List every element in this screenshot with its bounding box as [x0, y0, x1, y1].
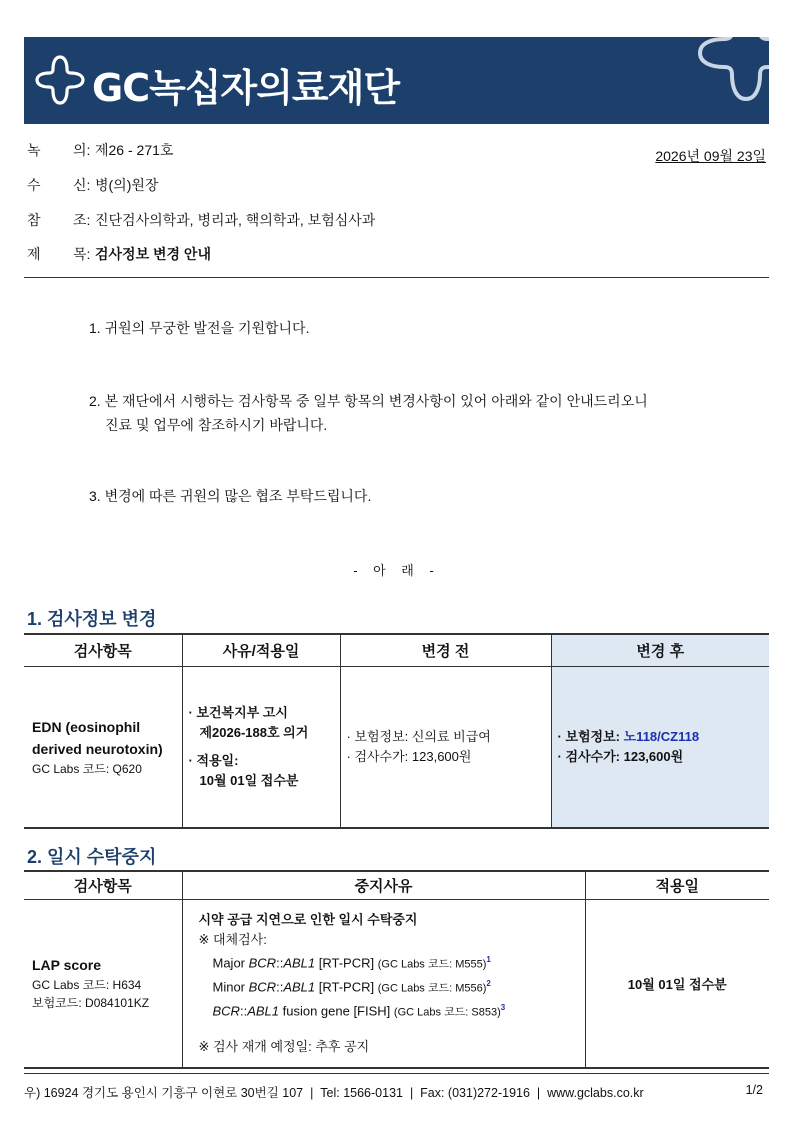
- footer-website-link[interactable]: www.gclabs.co.kr: [547, 1086, 644, 1100]
- cross-logo-icon: [34, 54, 86, 106]
- col-header-item: 검사항목: [24, 634, 182, 666]
- item-cell: EDN (eosinophil derived neurotoxin) GC Labs 코드: Q620: [24, 666, 182, 828]
- document-date: 2026년 09월 23일: [655, 148, 766, 164]
- reason-cell: · 보건복지부 고시 제2026-188호 의거 · 적용일: 10월 01일 접수분: [182, 666, 340, 828]
- change-table: [24, 633, 769, 829]
- col-header-reason: 사유/적용일: [182, 634, 340, 666]
- alternative-test-3: BCR::ABL1 fusion gene [FISH] (GC Labs 코드: S853)$^3$: [212, 1003, 506, 1019]
- doc-number: 제26 - 271호: [95, 142, 174, 158]
- table-row: [24, 666, 769, 828]
- alternative-test-2: Minor BCR::ABL1 [RT-PCR] (GC Labs 코드: M556)$^2$: [212, 979, 491, 995]
- col-header-apply-date: 적용일: [585, 871, 769, 899]
- footer-divider: [24, 1073, 769, 1074]
- cross-decoration-icon: [684, 37, 769, 124]
- section-1-title: 1. 검사정보 변경: [27, 609, 157, 629]
- insurance-code-new: 노118/CZ118: [623, 728, 700, 744]
- footer: 우) 16924 경기도 용인시 기흥구 이현로 30번길 107 | Tel: 1566-0131 | Fax: (031)272-1916 | www.gclabs.co.kr 1/2: [24, 1083, 763, 1100]
- paragraph-3: 3. 변경에 따른 귀원의 많은 협조 부탁드립니다.: [89, 488, 372, 504]
- page-number: 1/2: [745, 1083, 763, 1097]
- col-header-item: 검사항목: [24, 871, 182, 899]
- apply-date-cell: 10월 01일 접수분: [585, 899, 769, 1068]
- footer-fax: Fax: (031)272-1916: [420, 1086, 530, 1100]
- before-cell: · 보험정보: 신의료 비급여 · 검사수가: 123,600원: [340, 666, 551, 828]
- col-header-reason: 중지사유: [182, 871, 585, 899]
- divider: [24, 277, 769, 278]
- paragraph-2: 2. 본 재단에서 시행하는 검사항목 중 일부 항목의 변경사항이 있어 아래와 같이 안내드리오니 진료 및 업무에 참조하시기 바랍니다.: [89, 393, 648, 433]
- subject: 검사정보 변경 안내: [95, 246, 211, 262]
- col-header-before: 변경 전: [340, 634, 551, 666]
- after-cell: · 보험정보: 노118/CZ118 · 검사수가: 123,600원: [551, 666, 769, 828]
- below-marker: - 아 래 -: [353, 563, 440, 578]
- section-2-title: 2. 일시 수탁중지: [27, 847, 157, 867]
- reason-cell: 시약 공급 지연으로 인한 일시 수탁중지 ※ 대체검사: Major BCR::ABL1 [RT-PCR] (GC Labs 코드: M555)$^1$ Minor BCR::ABL1 [RT-PCR] (GC Labs 코드: M556)$^2$ BCR::ABL1 fusion gene [FISH] (GC Labs 코드: S853)$^3$ ※ 검사 재개 예정일: 추후 공지: [182, 899, 585, 1068]
- item-cell: LAP score GC Labs 코드: H634 보험코드: D084101KZ: [24, 899, 182, 1068]
- reference: 진단검사의학과, 병리과, 핵의학과, 보험심사과: [95, 212, 376, 228]
- header-banner: [24, 37, 769, 124]
- col-header-after: 변경 후: [551, 634, 769, 666]
- logo-text: GC녹십자의료재단: [92, 66, 400, 110]
- paragraph-1: 1. 귀원의 무궁한 발전을 기원합니다.: [89, 320, 310, 336]
- table-row: [24, 899, 769, 1068]
- suspension-table: [24, 870, 769, 1069]
- recipient: 병(의)원장: [95, 177, 159, 193]
- footer-address: 우) 16924 경기도 용인시 기흥구 이현로 30번길 107: [24, 1086, 304, 1100]
- footer-tel: Tel: 1566-0131: [320, 1086, 403, 1100]
- alternative-test-1: Major BCR::ABL1 [RT-PCR] (GC Labs 코드: M555)$^1$: [212, 954, 491, 971]
